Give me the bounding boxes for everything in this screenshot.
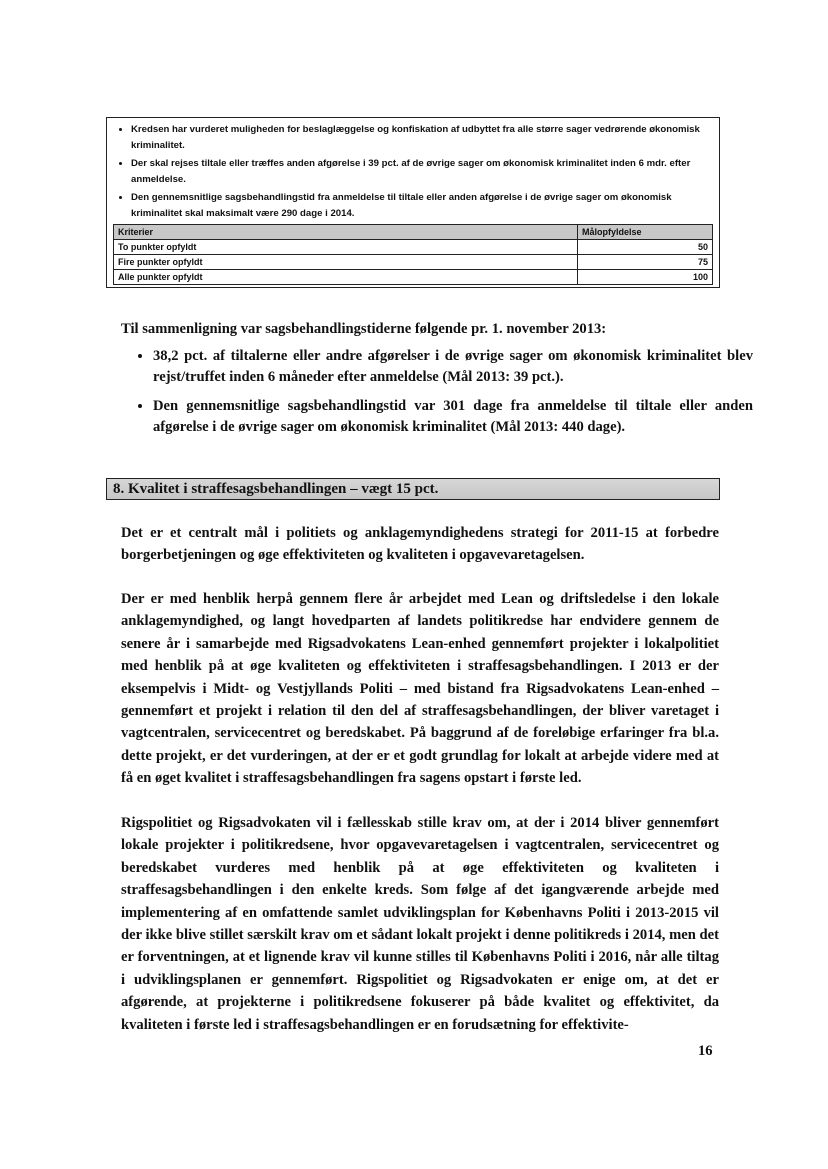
body-paragraph: Der er med henblik herpå gennem flere år arbejdet med Lean og driftsledelse i den lokale anklagemyndighed, og langt hovedparten af landets politikredse har endvidere gennem de senere år i samarbejde med Rigsadvokatens Lean-enhed gennemført projekter i lokalpolitiet med henblik på at øge kvaliteten og effektiviteten i straffesagsbehandlingen. I 2013 er der eksempelvis i Midt- og Vestjyllands Politi – med bistand fra Rigsadvokatens Lean-enhed – gennemført et projekt i relation til den del af straffesagsbehandlingen, der bliver varetaget i vagtcentralen, servicecentret og beredskabet. På baggrund af de foreløbige erfaringer fra bl.a. dette projekt, er det vurderingen, at der er et godt grundlag for lokalt at arbejde videre med at få en øget kvalitet i straffesagsbehandlingen fra sagens opstart i første led.: [121, 591, 719, 787]
comparison-intro: Til sammenligning var sagsbehandlingstiderne følgende pr. 1. november 2013:: [121, 321, 607, 337]
section-heading: 8. Kvalitet i straffesagsbehandlingen – vægt 15 pct.: [106, 478, 720, 500]
table-header-criteria: Kriterier: [114, 225, 578, 240]
table-header-row: [114, 225, 713, 240]
body-paragraph: Rigspolitiet og Rigsadvokaten vil i fællesskab stille krav om, at der i 2014 bliver gennemført lokale projekter i politikredsene, hvor opgavevaretagelsen i vagtcentralen, servicecentret og beredskabet vurderes med henblik på at øge effektiviteten og kvaliteten i straffesagsbehandlingen i den enkelte kreds. Som følge af det igangværende arbejde med implementering af en omfattende samlet udviklingsplan for Københavns Politi i 2013-2015 vil der ikke blive stillet særskilt krav om et sådant lokalt projekt i denne politikreds i 2014, men det er forventningen, at et lignende krav vil kunne stilles til Københavns Politi i 2016, når alle tiltag i udviklingsplanen er gennemført. Rigspolitiet og Rigsadvokaten er enige om, at det er afgørende, at projekterne i politikredsene fokuserer på både kvalitet og effektivitet, da kvaliteten i første led i straffesagsbehandlingen er en forudsætning for effektivite-: [121, 815, 719, 1033]
table-row: [114, 255, 713, 270]
table-cell-value: 50: [578, 240, 713, 255]
criteria-bullet: • Der skal rejses tiltale eller træffes anden afgørelse i 39 pct. af de øvrige sager om økonomisk kriminalitet inden 6 mdr. efter anmeldelse.: [131, 156, 713, 188]
table-cell-criteria: To punkter opfyldt: [114, 240, 578, 255]
table-cell-value: 75: [578, 255, 713, 270]
table-cell-criteria: Alle punkter opfyldt: [114, 270, 578, 285]
table-row: [114, 270, 713, 285]
table-cell-criteria: Fire punkter opfyldt: [114, 255, 578, 270]
body-paragraph: Det er et centralt mål i politiets og anklagemyndighedens strategi for 2011-15 at forbedre borgerbetjeningen og øge effektiviteten og kvaliteten i opgavevaretagelsen.: [121, 525, 719, 564]
criteria-bullet: • Den gennemsnitlige sagsbehandlingstid fra anmeldelse til tiltale eller anden afgørelse i de øvrige sager om økonomisk kriminalitet skal maksimalt være 290 dage i 2014.: [131, 190, 713, 222]
criteria-bullet: • Kredsen har vurderet muligheden for beslaglæggelse og konfiskation af udbyttet fra alle større sager vedrørende økonomisk kriminalitet.: [131, 122, 713, 154]
comparison-bullet: • 38,2 pct. af tiltalerne eller andre afgørelser i de øvrige sager om økonomisk kriminalitet blev rejst/truffet inden 6 måneder efter anmeldelse (Mål 2013: 39 pct.).: [153, 346, 753, 388]
table-header-fulfillment: Målopfyldelse: [578, 225, 713, 240]
criteria-bullet-list: [113, 122, 713, 222]
comparison-bullet-list: [121, 346, 753, 446]
table-row: [114, 240, 713, 255]
criteria-box: [106, 117, 720, 288]
criteria-table: [113, 224, 713, 285]
page-number: 16: [698, 1043, 713, 1059]
table-cell-value: 100: [578, 270, 713, 285]
comparison-bullet: • Den gennemsnitlige sagsbehandlingstid var 301 dage fra anmeldelse til tiltale eller anden afgørelse i de øvrige sager om økonomisk kriminalitet (Mål 2013: 440 dage).: [153, 396, 753, 438]
